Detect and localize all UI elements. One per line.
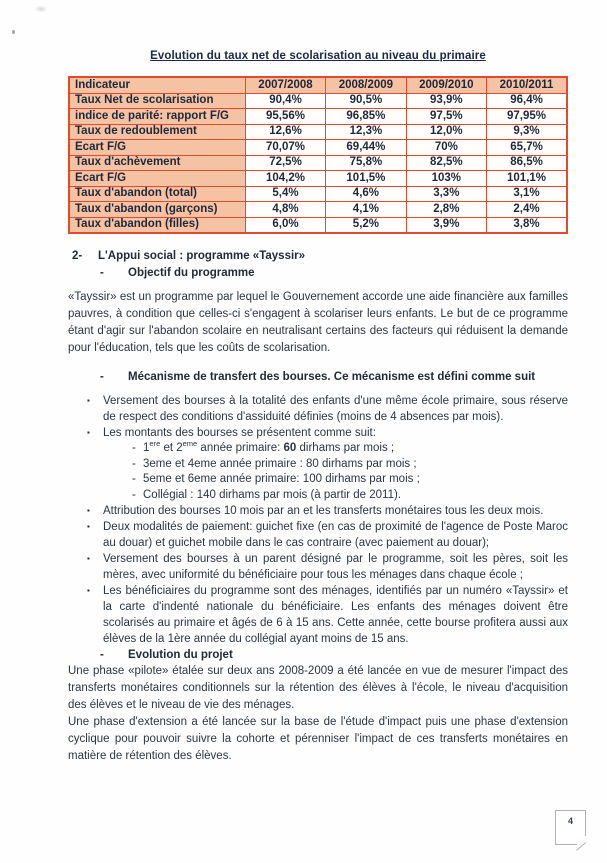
value-cell: 93,9% [406, 93, 486, 109]
header-cell-2010-2011: 2010/2011 [487, 77, 567, 93]
value-cell: 12,0% [406, 124, 486, 140]
value-cell: 103% [406, 171, 486, 187]
section-title: L'Appui social : programme «Tayssir» [98, 250, 306, 262]
dash-marker-icon: - [100, 371, 104, 383]
sub-item-text: 1ere et 2eme année primaire: 60 dirhams par mois ; [143, 439, 395, 454]
row-label-cell: Ecart F/G [69, 140, 245, 156]
value-cell: 101,1% [487, 171, 567, 187]
dash-marker-icon: - [132, 488, 136, 501]
page-number: 4 [567, 816, 573, 826]
bullet-text: Les montants des bourses se présentent comme suit: [103, 427, 376, 439]
square-bullet-icon: ▪ [87, 586, 90, 595]
value-cell: 4,1% [326, 202, 406, 218]
dash-marker-icon: - [100, 267, 104, 279]
value-cell: 4,8% [245, 202, 325, 218]
table-row [69, 171, 567, 187]
bullet-item [68, 583, 568, 647]
sub-item-text: Collégial : 140 dirhams par mois (à partir de 2011). [143, 488, 402, 501]
dash-marker-icon: - [132, 457, 136, 470]
value-cell: 90,4% [245, 93, 325, 109]
table-row [69, 109, 567, 125]
table-row [69, 140, 567, 156]
row-label-cell: indice de parité: rapport F/G [69, 109, 245, 125]
schooling-rates-table [68, 76, 568, 234]
value-cell: 12,6% [245, 124, 325, 140]
scan-ink-dot [12, 30, 15, 34]
square-bullet-icon: ▪ [87, 428, 90, 437]
value-cell: 72,5% [245, 155, 325, 171]
value-cell: 3,8% [487, 217, 567, 233]
value-cell: 5,4% [245, 186, 325, 202]
sub-item-text: 5eme et 6eme année primaire: 100 dirhams par mois ; [143, 473, 420, 485]
square-bullet-icon: ▪ [87, 522, 90, 531]
row-label-cell: Taux d'abandon (filles) [69, 217, 245, 233]
bullet-item [68, 551, 568, 583]
value-cell: 12,3% [326, 124, 406, 140]
table-row [69, 186, 567, 202]
dash-marker-icon: - [132, 473, 136, 485]
value-cell: 5,2% [326, 217, 406, 233]
value-cell: 4,6% [326, 186, 406, 202]
row-label-cell: Taux d'achèvement [69, 155, 245, 171]
table-header-row [69, 77, 567, 93]
value-cell: 97,95% [487, 109, 567, 125]
objective-heading-text: Objectif du programme [128, 267, 255, 279]
value-cell: 82,5% [406, 155, 486, 171]
square-bullet-icon: ▪ [87, 506, 90, 515]
section-2-heading [72, 248, 568, 264]
value-cell: 101,5% [326, 171, 406, 187]
dash-marker-icon: - [132, 442, 136, 454]
sub-item-text: 3eme et 4eme année primaire : 80 dirhams par mois ; [143, 457, 417, 470]
dash-marker-icon: - [100, 649, 104, 661]
superscript: eme [182, 439, 198, 449]
value-cell: 75,8% [326, 155, 406, 171]
bullet-text: Les bénéficiaires du programme sont des ménages, identifiés par un numéro «Tayssir» et la carte d'indenté nationale du bénéficiaire. Les enfants des ménages doivent être scolarisés au primaire et âgés de 6 à 15 ans. Cette année, cette bourse profitera aussi aux élèves de la 1ère année du collégial ayant moins de 15 ans. [103, 585, 568, 645]
value-cell: 95,56% [245, 109, 325, 125]
header-cell-indicateur: Indicateur [69, 77, 245, 93]
value-cell: 70% [406, 140, 486, 156]
bullet-item [68, 393, 568, 425]
header-cell-2008-2009: 2008/2009 [326, 77, 406, 93]
amount-sub-item [68, 441, 568, 457]
value-cell: 65,7% [487, 140, 567, 156]
value-cell: 2,8% [406, 202, 486, 218]
document-content [68, 50, 568, 765]
page-number-box [555, 810, 586, 845]
mechanism-heading-text: Mécanisme de transfert des bourses. Ce mécanisme est défini comme suit [128, 371, 536, 383]
row-label-cell: Taux d'abandon (total) [69, 186, 245, 202]
amount-value: 60 [283, 442, 297, 454]
bullet-item [68, 519, 568, 551]
row-label-cell: Taux Net de scolarisation [69, 93, 245, 109]
mechanism-bullet-list [68, 393, 568, 647]
value-cell: 97,5% [406, 109, 486, 125]
value-cell: 70,07% [245, 140, 325, 156]
value-cell: 69,44% [326, 140, 406, 156]
evolution-heading-text: Evolution du projet [128, 649, 233, 661]
row-label-cell: Taux de redoublement [69, 124, 245, 140]
value-cell: 96,4% [487, 93, 567, 109]
bullet-text: Deux modalités de paiement: guichet fixe (en cas de proximité de l'agence de Poste Maroc au douar) et guichet mobile dans le cas contraire (avec paiement au douar); [103, 521, 568, 549]
header-cell-2009-2010: 2009/2010 [406, 77, 486, 93]
value-cell: 104,2% [245, 171, 325, 187]
square-bullet-icon: ▪ [87, 396, 90, 405]
value-cell: 96,85% [326, 109, 406, 125]
mechanism-heading [98, 369, 568, 385]
table-row [69, 124, 567, 140]
amount-sub-item [68, 472, 568, 488]
table-row [69, 202, 567, 218]
objective-heading [98, 265, 568, 281]
bullet-item [68, 503, 568, 519]
amount-sub-item [68, 457, 568, 473]
evolution-paragraph-2: Une phase d'extension a été lancée sur la base de l'étude d'impact puis une phase d'extension cyclique pour pouvoir suivre la cohorte et pérenniser l'impact de ces transferts monétaires en matière de rétention des élèves. [68, 716, 568, 762]
amount-sub-item [68, 488, 568, 504]
table-row [69, 93, 567, 109]
bullet-item [68, 425, 568, 441]
bullet-text: Versement des bourses à un parent désigné par le programme, soit les pères, soit les mères, avec uniformité du bénéficiaire pour tous les ménages dans chaque école ; [103, 553, 568, 581]
table-row [69, 155, 567, 171]
value-cell: 90,5% [326, 93, 406, 109]
row-label-cell: Taux d'abandon (garçons) [69, 202, 245, 218]
square-bullet-icon: ▪ [87, 554, 90, 563]
evolution-heading [98, 647, 568, 663]
value-cell: 3,9% [406, 217, 486, 233]
table-row [69, 217, 567, 233]
row-label-cell: Ecart F/G [69, 171, 245, 187]
value-cell: 6,0% [245, 217, 325, 233]
objective-paragraph: «Tayssir» est un programme par lequel le Gouvernement accorde une aide financière aux familles pauvres, à condition que celles-ci s'engagent à scolariser leurs enfants. Le but de ce programme étant d'agir sur l'abandon scolaire en neutralisant certains des facteurs qui réduisent la demande pour l'éducation, tels que les coûts de scolarisation. [68, 291, 568, 354]
section-number: 2- [72, 250, 83, 262]
value-cell: 9,3% [487, 124, 567, 140]
table-title: Evolution du taux net de scolarisation au niveau du primaire [150, 50, 486, 62]
header-cell-2007-2008: 2007/2008 [245, 77, 325, 93]
value-cell: 2,4% [487, 202, 567, 218]
value-cell: 3,1% [487, 186, 567, 202]
value-cell: 86,5% [487, 155, 567, 171]
value-cell: 3,3% [406, 186, 486, 202]
superscript: ere [149, 439, 161, 449]
evolution-paragraph-1: Une phase «pilote» étalée sur deux ans 2008-2009 a été lancée en vue de mesurer l'impact des transferts monétaires conditionnels sur la rétention des élèves à l'école, le niveau d'acquisition des élèves et le niveau de vie des ménages. [68, 665, 568, 711]
bullet-text: Versement des bourses à la totalité des enfants d'une même école primaire, sous réserve de respect des conditions d'assiduité définies (moins de 4 absences par mois). [103, 395, 568, 423]
bullet-text: Attribution des bourses 10 mois par an et les transferts monétaires tous les deux mois. [103, 505, 544, 517]
scan-smudge-mark [32, 4, 50, 14]
